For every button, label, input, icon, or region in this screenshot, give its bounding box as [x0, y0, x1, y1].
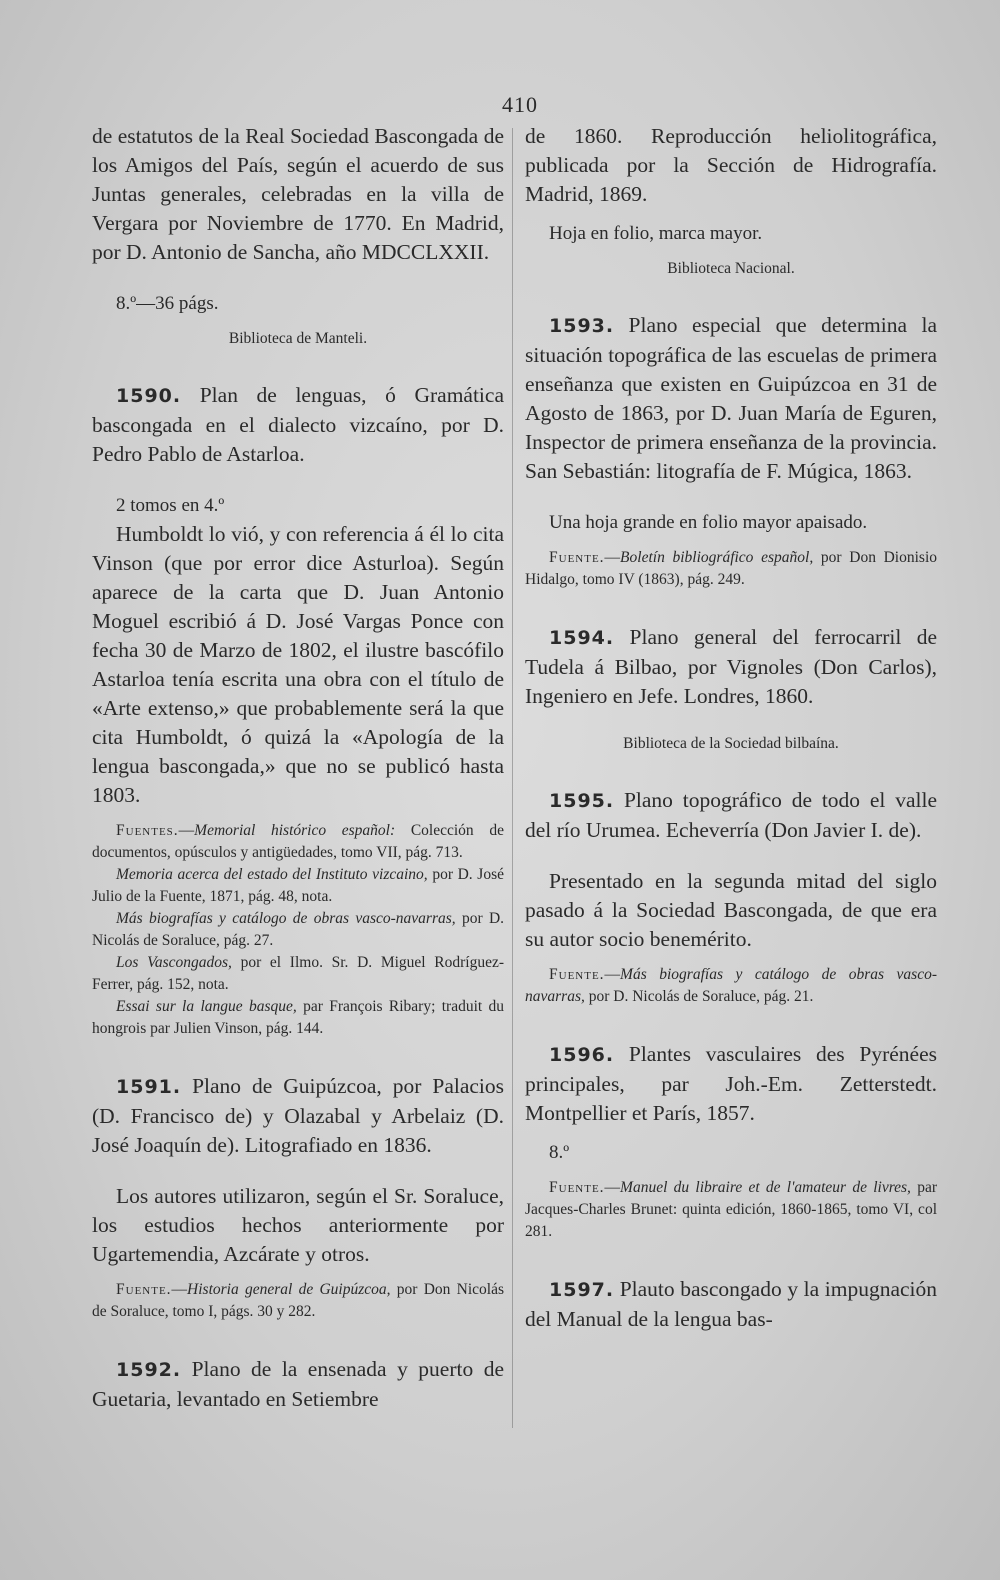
source-detail: par François Ribary; traduit du hongrois par Julien Vinson, pág. 144.: [92, 998, 505, 1037]
fuente-label: Fuente.: [549, 549, 605, 566]
entry-title: Plantes vasculaires des Pyrénées principales, par Joh.-Em. Zetterstedt. Montpellier et París, 1857.: [525, 1042, 937, 1125]
entry-number: 1595.: [549, 790, 615, 812]
entry-1595-fuente: Fuente.—Más biografías y catálogo de obras vasco-navarras, por D. Nicolás de Soraluce, pág. 21.: [525, 966, 937, 1005]
source-detail: por D. Nicolás de Soraluce, pág. 21.: [588, 988, 814, 1005]
source-detail: par Jacques-Charles Brunet: quinta edición, 1860-1865, tomo VI, col 281.: [525, 1179, 937, 1240]
entry-1590-ref-3: [92, 908, 504, 952]
entry-number: 1592.: [116, 1359, 182, 1381]
entry-number: 1597.: [549, 1279, 615, 1301]
source-title: Boletín bibliográfico español,: [620, 549, 814, 566]
entry-title: Plauto bascongado y la impugnación del Manual de la lengua bas-: [525, 1277, 938, 1331]
source-title: Manuel du libraire et de l'amateur de livres,: [620, 1179, 911, 1196]
entry-1592-continuation: de 1860. Reproducción heliolitográfica, publicada por la Sección de Hidrografía. Madrid, 1869.: [525, 124, 937, 206]
entry-1590-ref-2: [92, 864, 504, 908]
fuente-label: Fuente.: [549, 1179, 605, 1196]
entry-1593: [525, 311, 937, 486]
entry-1591-fuente: Fuente.—Historia general de Guipúzcoa, por Don Nicolás de Soraluce, tomo I, págs. 30 y 282.: [92, 1281, 504, 1320]
fuente-label: Fuente.: [116, 1281, 172, 1298]
entry-number: 1590.: [116, 385, 182, 407]
entry-1593-format: Una hoja grande en folio mayor apaisado.: [549, 512, 868, 533]
entry-1590-format: 2 tomos en 4.º: [116, 495, 225, 516]
entry-1589-library: Biblioteca de Manteli.: [228, 330, 368, 347]
entry-number: 1593.: [549, 315, 615, 337]
fuente-label: Fuente.: [549, 966, 605, 983]
entry-title: Plano topográfico de todo el valle del río Urumea. Echeverría (Don Javier I. de).: [525, 788, 938, 842]
entry-1596-fuente: Fuente.—Manuel du libraire et de l'amateur de livres, par Jacques-Charles Brunet: quinta edición, 1860-1865, tomo VI, col 281.: [525, 1179, 937, 1240]
entry-1590: [92, 381, 504, 469]
entry-1589-text: de estatutos de la Real Sociedad Bascongada de los Amigos del País, según el acuerdo de sus Juntas generales, celebradas en la villa de Vergara por Noviembre de 1770. En Madrid, por D. Antonio de Sancha, año MDCCLXXII.: [92, 124, 504, 264]
column-divider: [512, 128, 513, 1428]
left-column: [92, 122, 504, 1414]
right-column: [525, 122, 937, 1334]
entry-1591: [92, 1072, 504, 1160]
entry-title: Plano de la ensenada y puerto de Guetaria, levantado en Setiembre: [92, 1357, 504, 1411]
entry-number: 1596.: [549, 1044, 615, 1066]
source-title: Historia general de Guipúzcoa,: [187, 1281, 391, 1298]
entry-1593-fuente: Fuente.—Boletín bibliográfico español, por Don Dionisio Hidalgo, tomo IV (1863), pág. 249.: [525, 549, 938, 588]
source-detail: por D. José Julio de la Fuente, 1871, pág. 48, nota.: [92, 866, 504, 905]
entry-1591-text: Los autores utilizaron, según el Sr. Soraluce, los estudios hechos anteriormente por Ugartemendia, Azcárate y otros.: [92, 1184, 504, 1266]
entry-title: Plan de lenguas, ó Gramática bascongada en el dialecto vizcaíno, por D. Pedro Pablo de Astarloa.: [92, 383, 504, 466]
source-detail: por Don Nicolás de Soraluce, tomo I, págs. 30 y 282.: [92, 1281, 504, 1320]
source-title: Más biografías y catálogo de obras vasco-navarras,: [116, 910, 456, 927]
entry-title: Plano especial que determina la situación topográfica de las escuelas de primera enseñanza que existen en Guipúzcoa en 31 de Agosto de 1863, por D. Juan María de Eguren, Inspector de primera enseñanza de la provincia. San Sebastián: litografía de F. Múgica, 1863.: [525, 313, 937, 483]
entry-1590-ref-4: [92, 952, 504, 996]
source-title: Los Vascongados,: [116, 954, 232, 971]
entry-1596-format: 8.º: [549, 1142, 570, 1163]
source-title: Memoria acerca del estado del Instituto vizcaino,: [116, 866, 428, 883]
source-detail: por Don Dionisio Hidalgo, tomo IV (1863), pág. 249.: [525, 549, 938, 588]
source-detail: Colección de documentos, opúsculos y antigüedades, tomo VII, pág. 713.: [92, 822, 504, 861]
entry-1590-fuentes: Fuentes.—Memorial histórico español: Colección de documentos, opúsculos y antigüedades, tomo VII, pág. 713.: [92, 822, 504, 861]
entry-title: Plano general del ferrocarril de Tudela á Bilbao, por Vignoles (Don Carlos), Ingeniero en Jefe. Londres, 1860.: [525, 625, 938, 708]
entry-1595-text: Presentado en la segunda mitad del siglo pasado á la Sociedad Bascongada, de que era su autor socio benemérito.: [525, 869, 937, 951]
source-detail: por el Ilmo. Sr. D. Miguel Rodríguez-Ferrer, pág. 152, nota.: [92, 954, 505, 993]
source-title: Memorial histórico español:: [194, 822, 396, 839]
entry-1594-library: Biblioteca de la Sociedad bilbaína.: [623, 735, 839, 752]
fuentes-label: Fuentes.: [116, 822, 179, 839]
entry-1597: [525, 1275, 937, 1334]
entry-1592-format: Hoja en folio, marca mayor.: [549, 223, 763, 244]
entry-1590-ref-5: [92, 996, 504, 1040]
source-title: Más biografías y catálogo de obras vasco-navarras,: [525, 966, 937, 1005]
entry-number: 1594.: [549, 627, 615, 649]
entry-1592-library: Biblioteca Nacional.: [667, 260, 795, 277]
entry-1596: [525, 1040, 937, 1128]
entry-title: Plano de Guipúzcoa, por Palacios (D. Francisco de) y Olazabal y Arbelaiz (D. José Joaquín de). Litografiado en 1836.: [92, 1074, 505, 1157]
entry-1594: [525, 623, 937, 711]
entry-1590-text: Humboldt lo vió, y con referencia á él lo cita Vinson (que por error dice Asturloa). Según aparece de la carta que D. Juan Antonio Moguel escribió á D. José Vargas Ponce con fecha 30 de Marzo de 1802, el ilustre bascófilo Astarloa tenía escrita una obra con el título de «Arte extenso,» que probablemente será la que cita Humboldt, ó quizá la «Apología de la lengua bascongada,» que no se publicó hasta 1803.: [92, 522, 504, 807]
entry-1592: [92, 1355, 504, 1414]
source-detail: por D. Nicolás de Soraluce, pág. 27.: [92, 910, 505, 949]
entry-number: 1591.: [116, 1076, 182, 1098]
entry-1589-format: 8.º—36 págs.: [116, 293, 219, 314]
page-number: 410: [502, 92, 538, 117]
entry-1595: [525, 786, 937, 845]
source-title: Essai sur la langue basque,: [116, 998, 297, 1015]
